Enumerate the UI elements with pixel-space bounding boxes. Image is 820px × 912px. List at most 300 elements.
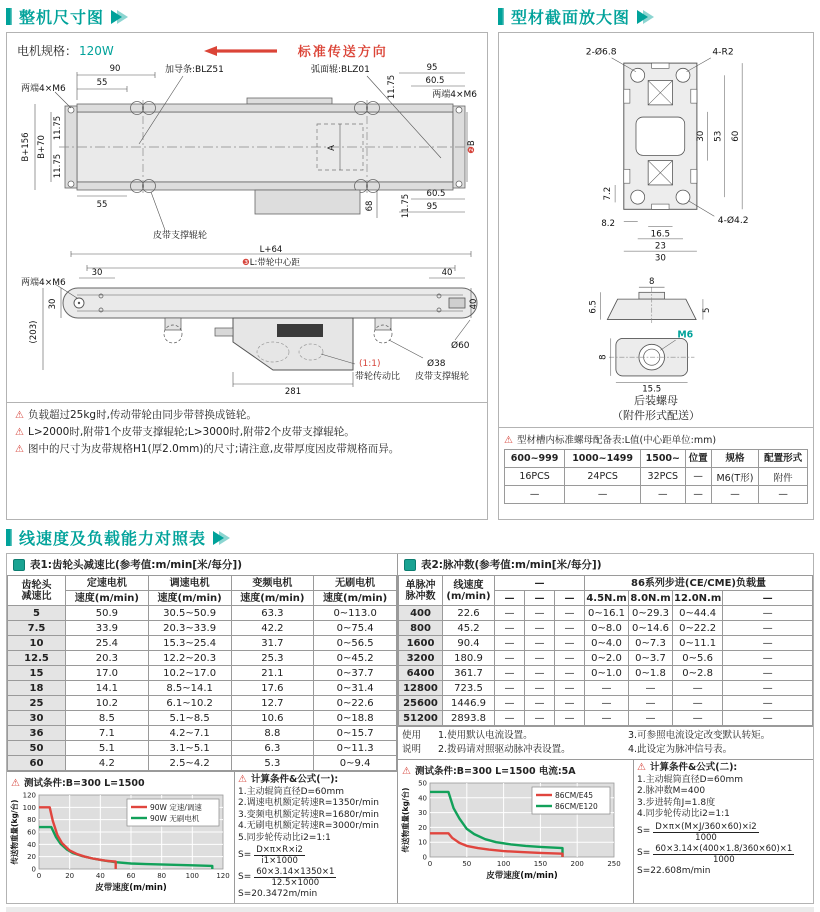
table-cell: — bbox=[495, 666, 525, 681]
note-line: ⚠ 负载超过25kg时,传动带轮由同步带替换成链轮。 bbox=[15, 409, 257, 421]
table-cell: 30 bbox=[8, 711, 66, 726]
column-header: 定速电机 bbox=[66, 576, 149, 591]
table-icon bbox=[13, 559, 25, 571]
conveyor-side-view-geometry bbox=[63, 251, 477, 370]
svg-text:40: 40 bbox=[95, 872, 105, 880]
svg-text:90W 定速/调速: 90W 定速/调速 bbox=[150, 802, 202, 812]
column-subheader: 8.0N.m bbox=[630, 592, 671, 604]
usage-item: 4.此设定为脉冲信号表。 bbox=[628, 744, 733, 755]
table-cell: — bbox=[555, 606, 585, 621]
column-header: 配置形式 bbox=[759, 450, 808, 468]
dim-label: 55 bbox=[96, 200, 108, 210]
table-cell: 0~37.7 bbox=[314, 666, 397, 681]
formula: S= $\frac{D\times\pi\times(M\times J/360\times 60)\times i2}{1000}$ bbox=[637, 821, 757, 843]
ratio-label: (1:1) bbox=[359, 359, 381, 369]
table-cell: 30.5~50.9 bbox=[148, 606, 231, 621]
table-cell: 0~3.7 bbox=[629, 651, 673, 666]
table-cell: 12.5 bbox=[8, 651, 66, 666]
dim-label: 弧面辊:BLZ01 bbox=[311, 65, 370, 75]
table-cell: — bbox=[685, 468, 711, 486]
table-cell: — bbox=[525, 636, 555, 651]
column-group-header: 86系列步进(CE/CME)负载量 bbox=[585, 576, 813, 591]
table1-caption: 表1:齿轮头减速比(参考值:m/min[米/每分]) bbox=[7, 554, 397, 575]
table-row bbox=[399, 636, 813, 651]
svg-text:皮带速度(m/min): 皮带速度(m/min) bbox=[95, 883, 167, 893]
table-cell: 723.5 bbox=[443, 681, 495, 696]
table-row bbox=[399, 681, 813, 696]
calc-item: 1.主动辊筒直径D=60mm bbox=[637, 774, 744, 785]
table-cell: 附件 bbox=[759, 468, 808, 486]
table-cell: 0~29.3 bbox=[629, 606, 673, 621]
table-cell: — bbox=[505, 486, 565, 504]
svg-text:86CM/E120: 86CM/E120 bbox=[555, 801, 598, 811]
table-cell: 25600 bbox=[399, 696, 443, 711]
table-row bbox=[8, 726, 397, 741]
table-cell: — bbox=[555, 681, 585, 696]
usage-item: 3.可参照电流设定改变默认转矩。 bbox=[628, 730, 771, 741]
table-row bbox=[399, 651, 813, 666]
dim-label: 53 bbox=[713, 130, 724, 142]
dim-label: A bbox=[327, 145, 337, 151]
chart2-cell bbox=[398, 760, 634, 903]
usage-item: 2.拨码请对照驱动脉冲表设置。 bbox=[438, 744, 571, 755]
table-cell: 0~1.0 bbox=[585, 666, 629, 681]
dim-label: 16.5 bbox=[650, 229, 671, 240]
t-nut-drawing bbox=[522, 265, 790, 393]
section-title: 线速度及负载能力对照表 bbox=[19, 529, 207, 548]
top-view-drawing bbox=[15, 60, 479, 244]
table-cell: 0~8.0 bbox=[585, 621, 629, 636]
table-cell: 14.1 bbox=[66, 681, 149, 696]
pulley-distance-label: ❸L:带轮中心距 bbox=[242, 258, 300, 268]
svg-text:40: 40 bbox=[27, 840, 36, 849]
table-cell: — bbox=[495, 636, 525, 651]
svg-text:皮带速度(m/min): 皮带速度(m/min) bbox=[486, 871, 558, 881]
double-arrow-icon bbox=[111, 10, 128, 24]
dim-label: 30 bbox=[695, 130, 706, 142]
table-cell: 0~22.2 bbox=[673, 621, 723, 636]
table-cell: — bbox=[723, 711, 813, 726]
table-cell: — bbox=[555, 636, 585, 651]
calc-result: S=22.608m/min bbox=[637, 865, 711, 876]
top-row bbox=[6, 4, 814, 520]
dim-label: 两端4×M6 bbox=[432, 90, 477, 100]
svg-text:250: 250 bbox=[607, 860, 621, 868]
warning-icon: ⚠ bbox=[402, 766, 411, 777]
table-cell: 0~4.0 bbox=[585, 636, 629, 651]
usage-label: 使用 说明 bbox=[402, 730, 422, 755]
transfer-direction bbox=[204, 41, 388, 60]
table-cell: 31.7 bbox=[231, 636, 314, 651]
table-cell: 3200 bbox=[399, 651, 443, 666]
column-header: 齿轮头 减速比 bbox=[8, 576, 66, 606]
formula: S= $\frac{D\times\pi\times R\times i2}{i1\times 1000}$ bbox=[238, 845, 303, 866]
table-cell: — bbox=[723, 666, 813, 681]
svg-text:80: 80 bbox=[27, 816, 36, 825]
dim-label: 两端4×M6 bbox=[21, 84, 66, 94]
svg-text:0: 0 bbox=[422, 853, 427, 862]
dim-label: 281 bbox=[284, 387, 302, 397]
table-cell: — bbox=[723, 696, 813, 711]
table-cell: 12.2~20.3 bbox=[148, 651, 231, 666]
column-header: 规格 bbox=[711, 450, 759, 468]
table-cell: 1600 bbox=[399, 636, 443, 651]
table-row bbox=[399, 711, 813, 726]
svg-text:60: 60 bbox=[27, 828, 36, 837]
table-cell: 60 bbox=[8, 756, 66, 771]
table-cell: 7.1 bbox=[66, 726, 149, 741]
table-cell: 0~56.5 bbox=[314, 636, 397, 651]
table-cell: 32PCS bbox=[641, 468, 685, 486]
table-cell: — bbox=[495, 606, 525, 621]
calc-item: 3.变频电机额定转速R=1680r/min bbox=[238, 809, 379, 820]
calc-item: 2.脉冲数M=400 bbox=[637, 786, 706, 796]
svg-text:20: 20 bbox=[27, 853, 36, 862]
nut-table-area bbox=[499, 427, 813, 504]
column-group-header: — bbox=[495, 576, 585, 591]
dim-label: 5 bbox=[701, 307, 712, 313]
table-cell: 0~5.6 bbox=[673, 651, 723, 666]
table-cell: 15.3~25.4 bbox=[148, 636, 231, 651]
dim-label: 23 bbox=[654, 241, 666, 252]
warning-icon: ⚠ bbox=[504, 435, 513, 446]
gear-ratio-table bbox=[7, 575, 397, 771]
nut-table-note: ⚠ 型材槽内标准螺母配备表:L值(中心距单位:mm) bbox=[504, 435, 717, 446]
table-cell: 3.1~5.1 bbox=[148, 741, 231, 756]
overall-dimensions-section bbox=[6, 4, 488, 520]
table-row bbox=[8, 681, 397, 696]
table-cell: 22.6 bbox=[443, 606, 495, 621]
table-cell: 0~31.4 bbox=[314, 681, 397, 696]
svg-text:90W 无刷电机: 90W 无刷电机 bbox=[150, 813, 200, 823]
dim-label: 95 bbox=[426, 63, 438, 73]
table-cell: 8.5 bbox=[66, 711, 149, 726]
table-cell: 18 bbox=[8, 681, 66, 696]
column-header: 600~999 bbox=[505, 450, 565, 468]
table-cell: 10 bbox=[8, 636, 66, 651]
side-view-drawing bbox=[15, 244, 479, 402]
warning-icon: ⚠ bbox=[238, 774, 247, 785]
profile-box bbox=[498, 32, 814, 520]
section-bar-icon bbox=[6, 529, 12, 546]
dimension-notes bbox=[7, 402, 487, 462]
table-cell: — bbox=[495, 711, 525, 726]
svg-text:150: 150 bbox=[533, 860, 548, 868]
table-cell: — bbox=[629, 681, 673, 696]
svg-text:10: 10 bbox=[418, 838, 427, 847]
table-cell: — bbox=[525, 621, 555, 636]
usage-items bbox=[438, 729, 770, 757]
table-cell: 50.9 bbox=[66, 606, 149, 621]
table-cell: 8.5~14.1 bbox=[148, 681, 231, 696]
dim-label: 30 bbox=[91, 268, 103, 278]
thread-label: M6 bbox=[677, 329, 694, 341]
table2-caption: 表2:脉冲数(参考值:m/min[米/每分]) bbox=[398, 554, 813, 575]
calc-title: ⚠ 计算条件&公式(一): bbox=[238, 774, 339, 785]
dim-label: 11.75 bbox=[53, 153, 63, 179]
table-cell: 12.7 bbox=[231, 696, 314, 711]
load-speed-chart-90w bbox=[9, 790, 233, 893]
table-cell: 0~14.6 bbox=[629, 621, 673, 636]
dim-label: 55 bbox=[96, 78, 108, 88]
column-subheader: 速度(m/min) bbox=[66, 591, 149, 606]
table-cell: 6.1~10.2 bbox=[148, 696, 231, 711]
table-row bbox=[399, 621, 813, 636]
dim-label: 8.2 bbox=[601, 218, 616, 229]
double-arrow-icon bbox=[637, 10, 654, 24]
table-cell: — bbox=[495, 696, 525, 711]
motor-spec-label: 电机规格： bbox=[17, 44, 78, 58]
column-subheader: — bbox=[555, 591, 585, 606]
table-cell: 21.1 bbox=[231, 666, 314, 681]
table-row bbox=[8, 651, 397, 666]
table-cell: 10.6 bbox=[231, 711, 314, 726]
table-row bbox=[8, 696, 397, 711]
table-cell: 0~18.8 bbox=[314, 711, 397, 726]
dim-label: 11.75 bbox=[387, 74, 397, 100]
table-cell: — bbox=[585, 711, 629, 726]
column-header: 1000~1499 bbox=[565, 450, 641, 468]
table-cell: — bbox=[629, 711, 673, 726]
test-conditions: ⚠ 测试条件:B=300 L=1500 电流:5A bbox=[402, 766, 576, 777]
section-bar-icon bbox=[498, 8, 504, 25]
dim-label: 8 bbox=[649, 276, 655, 287]
table-cell: — bbox=[525, 711, 555, 726]
table-cell: 0~9.4 bbox=[314, 756, 397, 771]
column-header: 1500~ bbox=[641, 450, 685, 468]
double-arrow-icon bbox=[213, 531, 230, 545]
svg-text:50: 50 bbox=[462, 860, 472, 868]
column-header: 无刷电机 bbox=[314, 576, 397, 591]
svg-text:传送物重量(kg/台): 传送物重量(kg/台) bbox=[10, 799, 19, 865]
table-row bbox=[8, 621, 397, 636]
svg-text:120: 120 bbox=[22, 791, 36, 800]
column-subheader: — bbox=[495, 591, 525, 606]
table-cell: 4.2~7.1 bbox=[148, 726, 231, 741]
table-cell: 16PCS bbox=[505, 468, 565, 486]
table-cell: — bbox=[525, 681, 555, 696]
table-cell: — bbox=[673, 681, 723, 696]
table-cell: 24PCS bbox=[565, 468, 641, 486]
load-speed-chart-stepper bbox=[400, 778, 624, 881]
table-cell: 2893.8 bbox=[443, 711, 495, 726]
dim-label: 90 bbox=[109, 64, 121, 74]
table-cell: — bbox=[525, 666, 555, 681]
usage-item: 1.使用默认电流设置。 bbox=[438, 730, 533, 741]
motor-spec-line bbox=[7, 33, 487, 60]
dim-label: 68 bbox=[365, 200, 375, 212]
table-cell: 45.2 bbox=[443, 621, 495, 636]
table-cell: — bbox=[555, 711, 585, 726]
svg-text:20: 20 bbox=[418, 823, 427, 832]
column-subheader: 12.0N.m bbox=[674, 592, 722, 604]
svg-text:传送物重量(kg/台): 传送物重量(kg/台) bbox=[401, 787, 410, 853]
table-cell: 12800 bbox=[399, 681, 443, 696]
gear-ratio-column bbox=[7, 554, 398, 903]
table-cell: 0~16.1 bbox=[585, 606, 629, 621]
table-row bbox=[8, 741, 397, 756]
dim-label: 15.5 bbox=[642, 384, 662, 393]
table-cell: — bbox=[585, 681, 629, 696]
table-cell: 5 bbox=[8, 606, 66, 621]
column-header: 变频电机 bbox=[231, 576, 314, 591]
table-cell: 10.2 bbox=[66, 696, 149, 711]
table-cell: — bbox=[555, 621, 585, 636]
table-cell: 0~15.7 bbox=[314, 726, 397, 741]
table-cell: 361.7 bbox=[443, 666, 495, 681]
table-cell: — bbox=[723, 681, 813, 696]
table-cell: 800 bbox=[399, 621, 443, 636]
column-header: 线速度 (m/min) bbox=[443, 576, 495, 606]
calc-title: ⚠ 计算条件&公式(二): bbox=[637, 762, 738, 773]
section-title: 整机尺寸图 bbox=[19, 8, 105, 27]
profile-section bbox=[498, 4, 814, 520]
warning-icon: ⚠ bbox=[15, 410, 24, 421]
table-cell: — bbox=[555, 666, 585, 681]
table-row bbox=[8, 666, 397, 681]
calc-item: 4.同步轮传动比i2=1:1 bbox=[637, 809, 730, 819]
left-arrow-icon bbox=[204, 45, 290, 57]
dim-label: Ø38 bbox=[427, 359, 446, 369]
note-line: ⚠ L>2000时,附带1个皮带支撑辊轮;L>3000时,附带2个皮带支撑辊轮。 bbox=[15, 426, 355, 438]
table-cell: M6(T形) bbox=[711, 468, 759, 486]
table-cell: — bbox=[565, 486, 641, 504]
table-cell: 0~75.4 bbox=[314, 621, 397, 636]
table-cell: — bbox=[673, 711, 723, 726]
svg-text:120: 120 bbox=[216, 872, 230, 880]
usage-notes bbox=[398, 726, 813, 759]
pulse-table bbox=[398, 575, 813, 726]
dim-label: 60 bbox=[730, 130, 741, 142]
svg-text:100: 100 bbox=[185, 872, 200, 880]
table-cell: — bbox=[495, 651, 525, 666]
chart1-cell bbox=[7, 772, 235, 903]
dim-label: Ø60 bbox=[451, 341, 470, 351]
table-cell: 6400 bbox=[399, 666, 443, 681]
table-cell: 17.0 bbox=[66, 666, 149, 681]
table-cell: 63.3 bbox=[231, 606, 314, 621]
svg-text:0: 0 bbox=[427, 860, 433, 868]
pulse-column bbox=[398, 554, 813, 903]
warning-icon: ⚠ bbox=[15, 444, 24, 455]
table-icon bbox=[404, 559, 416, 571]
cut-off-footer-text bbox=[6, 907, 814, 912]
dim-label: B+70 bbox=[37, 135, 47, 159]
column-subheader: 速度(m/min) bbox=[314, 591, 397, 606]
table-cell: 5.3 bbox=[231, 756, 314, 771]
dim-label: 60.5 bbox=[425, 76, 445, 86]
svg-text:20: 20 bbox=[65, 872, 75, 880]
table-cell: 0~11.1 bbox=[673, 636, 723, 651]
table-row bbox=[505, 468, 808, 486]
table-cell: 50 bbox=[8, 741, 66, 756]
table-cell: — bbox=[759, 486, 808, 504]
table-cell: 33.9 bbox=[66, 621, 149, 636]
svg-text:60: 60 bbox=[126, 872, 136, 880]
table-cell: 8.8 bbox=[231, 726, 314, 741]
dim-label: 30 bbox=[48, 298, 58, 310]
svg-text:86CM/E45: 86CM/E45 bbox=[555, 790, 594, 800]
table-cell: 10.2~17.0 bbox=[148, 666, 231, 681]
section-bar-icon bbox=[6, 8, 12, 25]
formula: S= $\frac{60\times 3.14\times 1350\times 1}{12.5\times 1000}$ bbox=[238, 867, 335, 888]
table-row bbox=[8, 711, 397, 726]
table-cell: 0~45.2 bbox=[314, 651, 397, 666]
table-cell: — bbox=[555, 651, 585, 666]
svg-text:0: 0 bbox=[36, 872, 42, 880]
table-row bbox=[399, 696, 813, 711]
table-cell: 25.3 bbox=[231, 651, 314, 666]
svg-text:30: 30 bbox=[418, 809, 427, 818]
table-cell: 17.6 bbox=[231, 681, 314, 696]
belt-width-label: ❷B bbox=[467, 140, 477, 154]
dim-label: B+156 bbox=[21, 132, 31, 162]
warning-icon: ⚠ bbox=[11, 778, 20, 789]
svg-text:0: 0 bbox=[31, 865, 36, 874]
table-row bbox=[8, 606, 397, 621]
table-cell: 42.2 bbox=[231, 621, 314, 636]
table-cell: — bbox=[641, 486, 685, 504]
table-cell: 0~2.0 bbox=[585, 651, 629, 666]
section-header bbox=[498, 4, 814, 29]
motor-spec-value: 120W bbox=[79, 43, 114, 58]
table-cell: 4.2 bbox=[66, 756, 149, 771]
table-row bbox=[505, 486, 808, 504]
dim-label: L+64 bbox=[259, 245, 283, 255]
calc1-cell bbox=[235, 772, 397, 903]
dim-label: 2-Ø6.8 bbox=[585, 47, 617, 58]
table-cell: 180.9 bbox=[443, 651, 495, 666]
calc-item: 3.步进转角J=1.8度 bbox=[637, 797, 716, 808]
calc-item: 4.无刷电机额定转速R=3000r/min bbox=[238, 821, 379, 831]
table-row bbox=[399, 666, 813, 681]
dim-label: 加导条:BLZ51 bbox=[165, 65, 224, 75]
dim-label: 7.2 bbox=[602, 186, 613, 201]
table-cell: — bbox=[495, 681, 525, 696]
calc-item: 5.同步轮传动比i2=1:1 bbox=[238, 832, 331, 843]
column-subheader: 速度(m/min) bbox=[231, 591, 314, 606]
column-subheader: 4.5N.m bbox=[586, 592, 627, 604]
table-cell: — bbox=[711, 486, 759, 504]
calc-item: 1.主动辊筒直径D=60mm bbox=[238, 786, 345, 797]
dim-label: 40 bbox=[441, 268, 453, 278]
dim-label: 8 bbox=[598, 354, 609, 360]
table-cell: 0~22.6 bbox=[314, 696, 397, 711]
warning-icon: ⚠ bbox=[637, 762, 646, 773]
calc-item: 2.调速电机额定转速R=1350r/min bbox=[238, 798, 379, 808]
svg-text:100: 100 bbox=[496, 860, 511, 868]
column-header: 调速电机 bbox=[148, 576, 231, 591]
table-cell: 25 bbox=[8, 696, 66, 711]
dim-label: 4-Ø4.2 bbox=[717, 216, 749, 227]
dim-label: 30 bbox=[654, 253, 666, 264]
column-subheader: — bbox=[525, 591, 555, 606]
table-cell: 7.5 bbox=[8, 621, 66, 636]
chart2-row bbox=[398, 759, 813, 903]
table-cell: 15 bbox=[8, 666, 66, 681]
dim-label: 60.5 bbox=[426, 189, 446, 199]
dim-label: 皮带支撑辊轮 bbox=[415, 372, 470, 382]
table-cell: 400 bbox=[399, 606, 443, 621]
svg-text:40: 40 bbox=[418, 794, 427, 803]
column-subheader: 速度(m/min) bbox=[148, 591, 231, 606]
table-cell: 0~2.8 bbox=[673, 666, 723, 681]
table-cell: — bbox=[585, 696, 629, 711]
column-header: 位置 bbox=[685, 450, 711, 468]
table-cell: — bbox=[723, 651, 813, 666]
table-cell: 0~11.3 bbox=[314, 741, 397, 756]
calc-result: S=20.3472m/min bbox=[238, 889, 318, 899]
